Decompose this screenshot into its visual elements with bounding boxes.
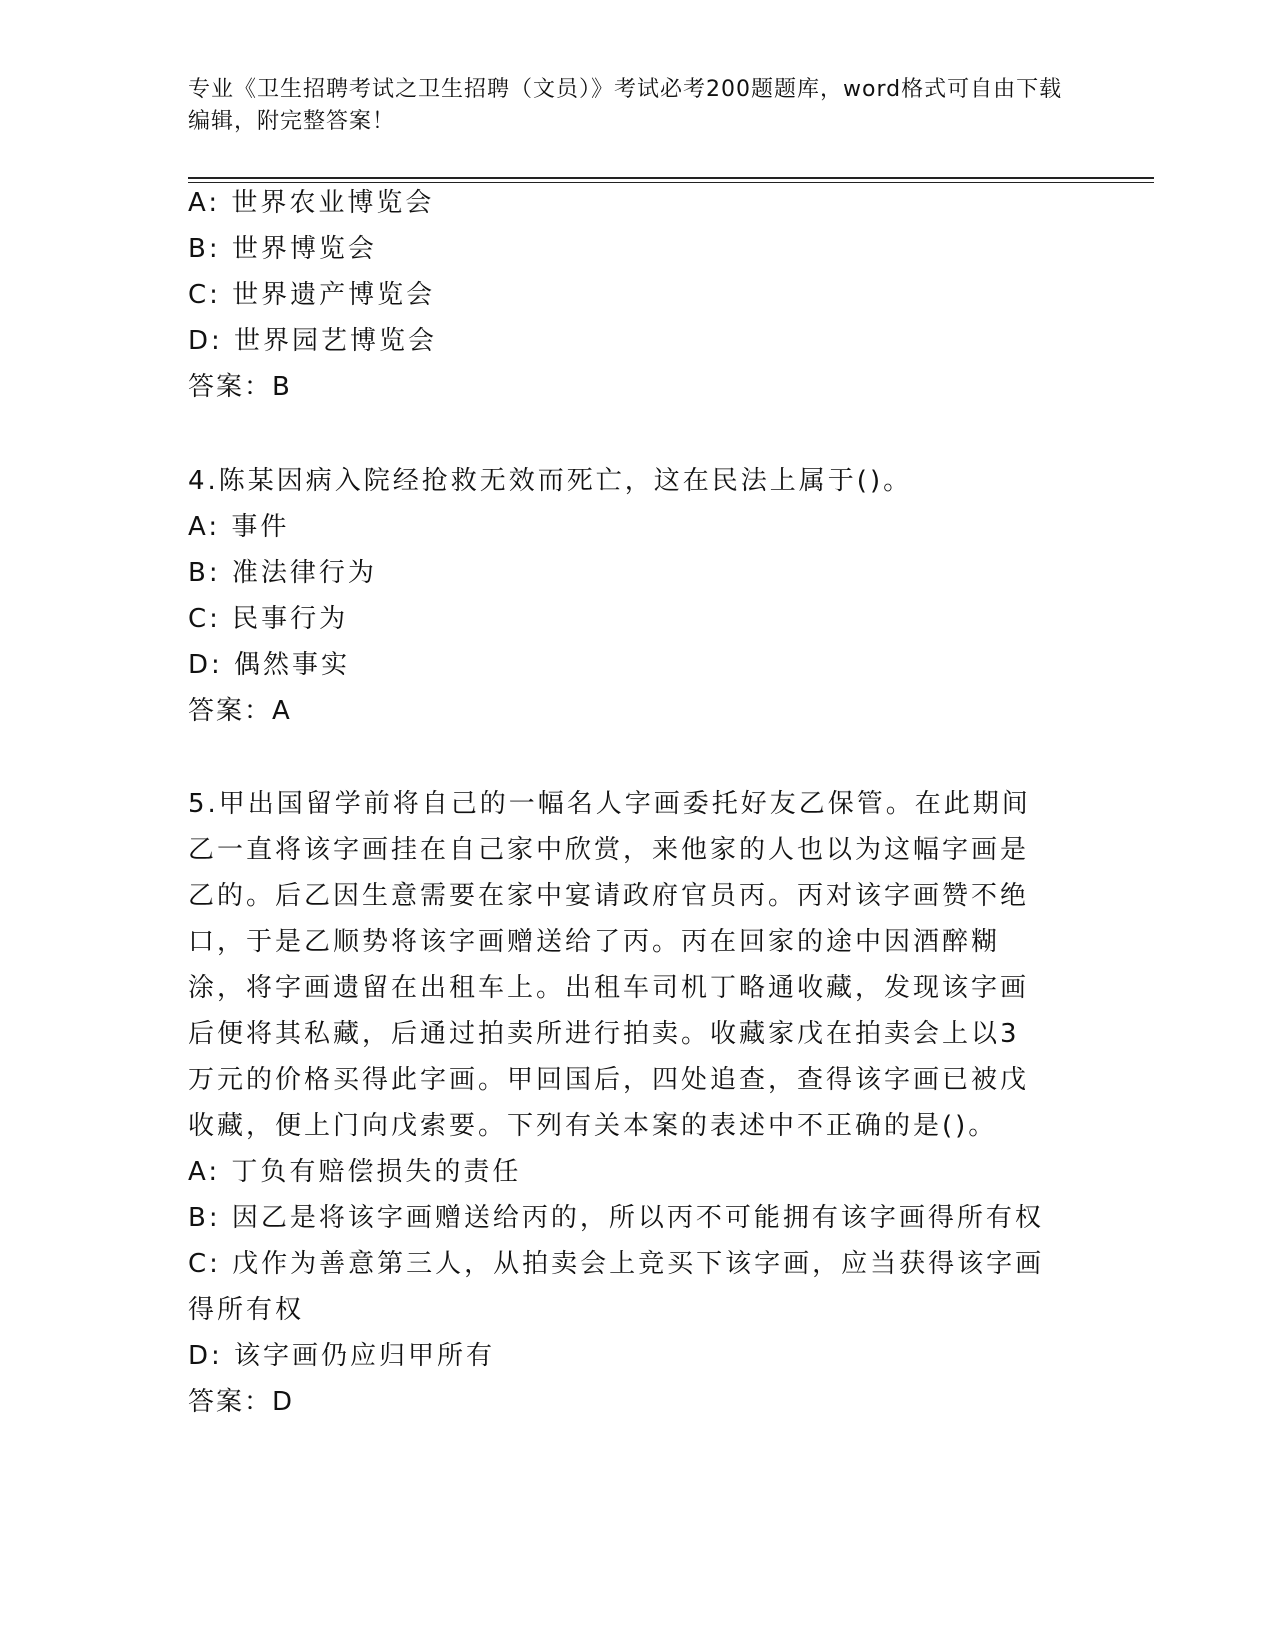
question-stem: 5.甲出国留学前将自己的一幅名人字画委托好友乙保管。在此期间乙一直将该字画挂在自己家中欣赏，来他家的人也以为这幅字画是乙的。后乙因生意需要在家中宴请政府官员丙。丙对该字画赞不绝口，于是乙顺势将该字画赠送给了丙。丙在回家的途中因酒醉糊涂，将字画遗留在出租车上。出租车司机丁略通收藏，发现该字画后便将其私藏，后通过拍卖所进行拍卖。收藏家戊在拍卖会上以3万元的价格买得此字画。甲回国后，四处追查，查得该字画已被戊收藏，便上门向戊索要。下列有关本案的表述中不正确的是()。 — [188, 789, 1031, 1141]
option-c: C: 戊作为善意第三人，从拍卖会上竞买下该字画，应当获得该字画得所有权 — [188, 1249, 1045, 1325]
answer-line: 答案：B — [188, 372, 292, 402]
option-a: A: 世界农业博览会 — [188, 188, 435, 218]
option-b: B: 准法律行为 — [188, 558, 377, 588]
option-a: A: 丁负有赔偿损失的责任 — [188, 1157, 522, 1187]
option-b: B: 世界博览会 — [188, 234, 377, 264]
question-stem: 4.陈某因病入院经抢救无效而死亡，这在民法上属于()。 — [188, 466, 913, 496]
question-5 — [188, 781, 1048, 1425]
question-4 — [188, 458, 1088, 734]
answer-line: 答案：A — [188, 696, 292, 726]
option-b: B: 因乙是将该字画赠送给丙的，所以丙不可能拥有该字画得所有权 — [188, 1203, 1044, 1233]
option-a: A: 事件 — [188, 512, 290, 542]
answer-line: 答案：D — [188, 1387, 295, 1417]
option-d: D: 世界园艺博览会 — [188, 326, 438, 356]
option-c: C: 民事行为 — [188, 604, 349, 634]
option-d: D: 偶然事实 — [188, 650, 351, 680]
header-divider-thick — [188, 177, 1154, 179]
question-3 — [188, 180, 1088, 410]
option-c: C: 世界遗产博览会 — [188, 280, 436, 310]
document-header: 专业《卫生招聘考试之卫生招聘（文员）》考试必考200题题库，word格式可自由下载编辑，附完整答案！ — [188, 77, 1063, 134]
option-d: D: 该字画仍应归甲所有 — [188, 1341, 496, 1371]
